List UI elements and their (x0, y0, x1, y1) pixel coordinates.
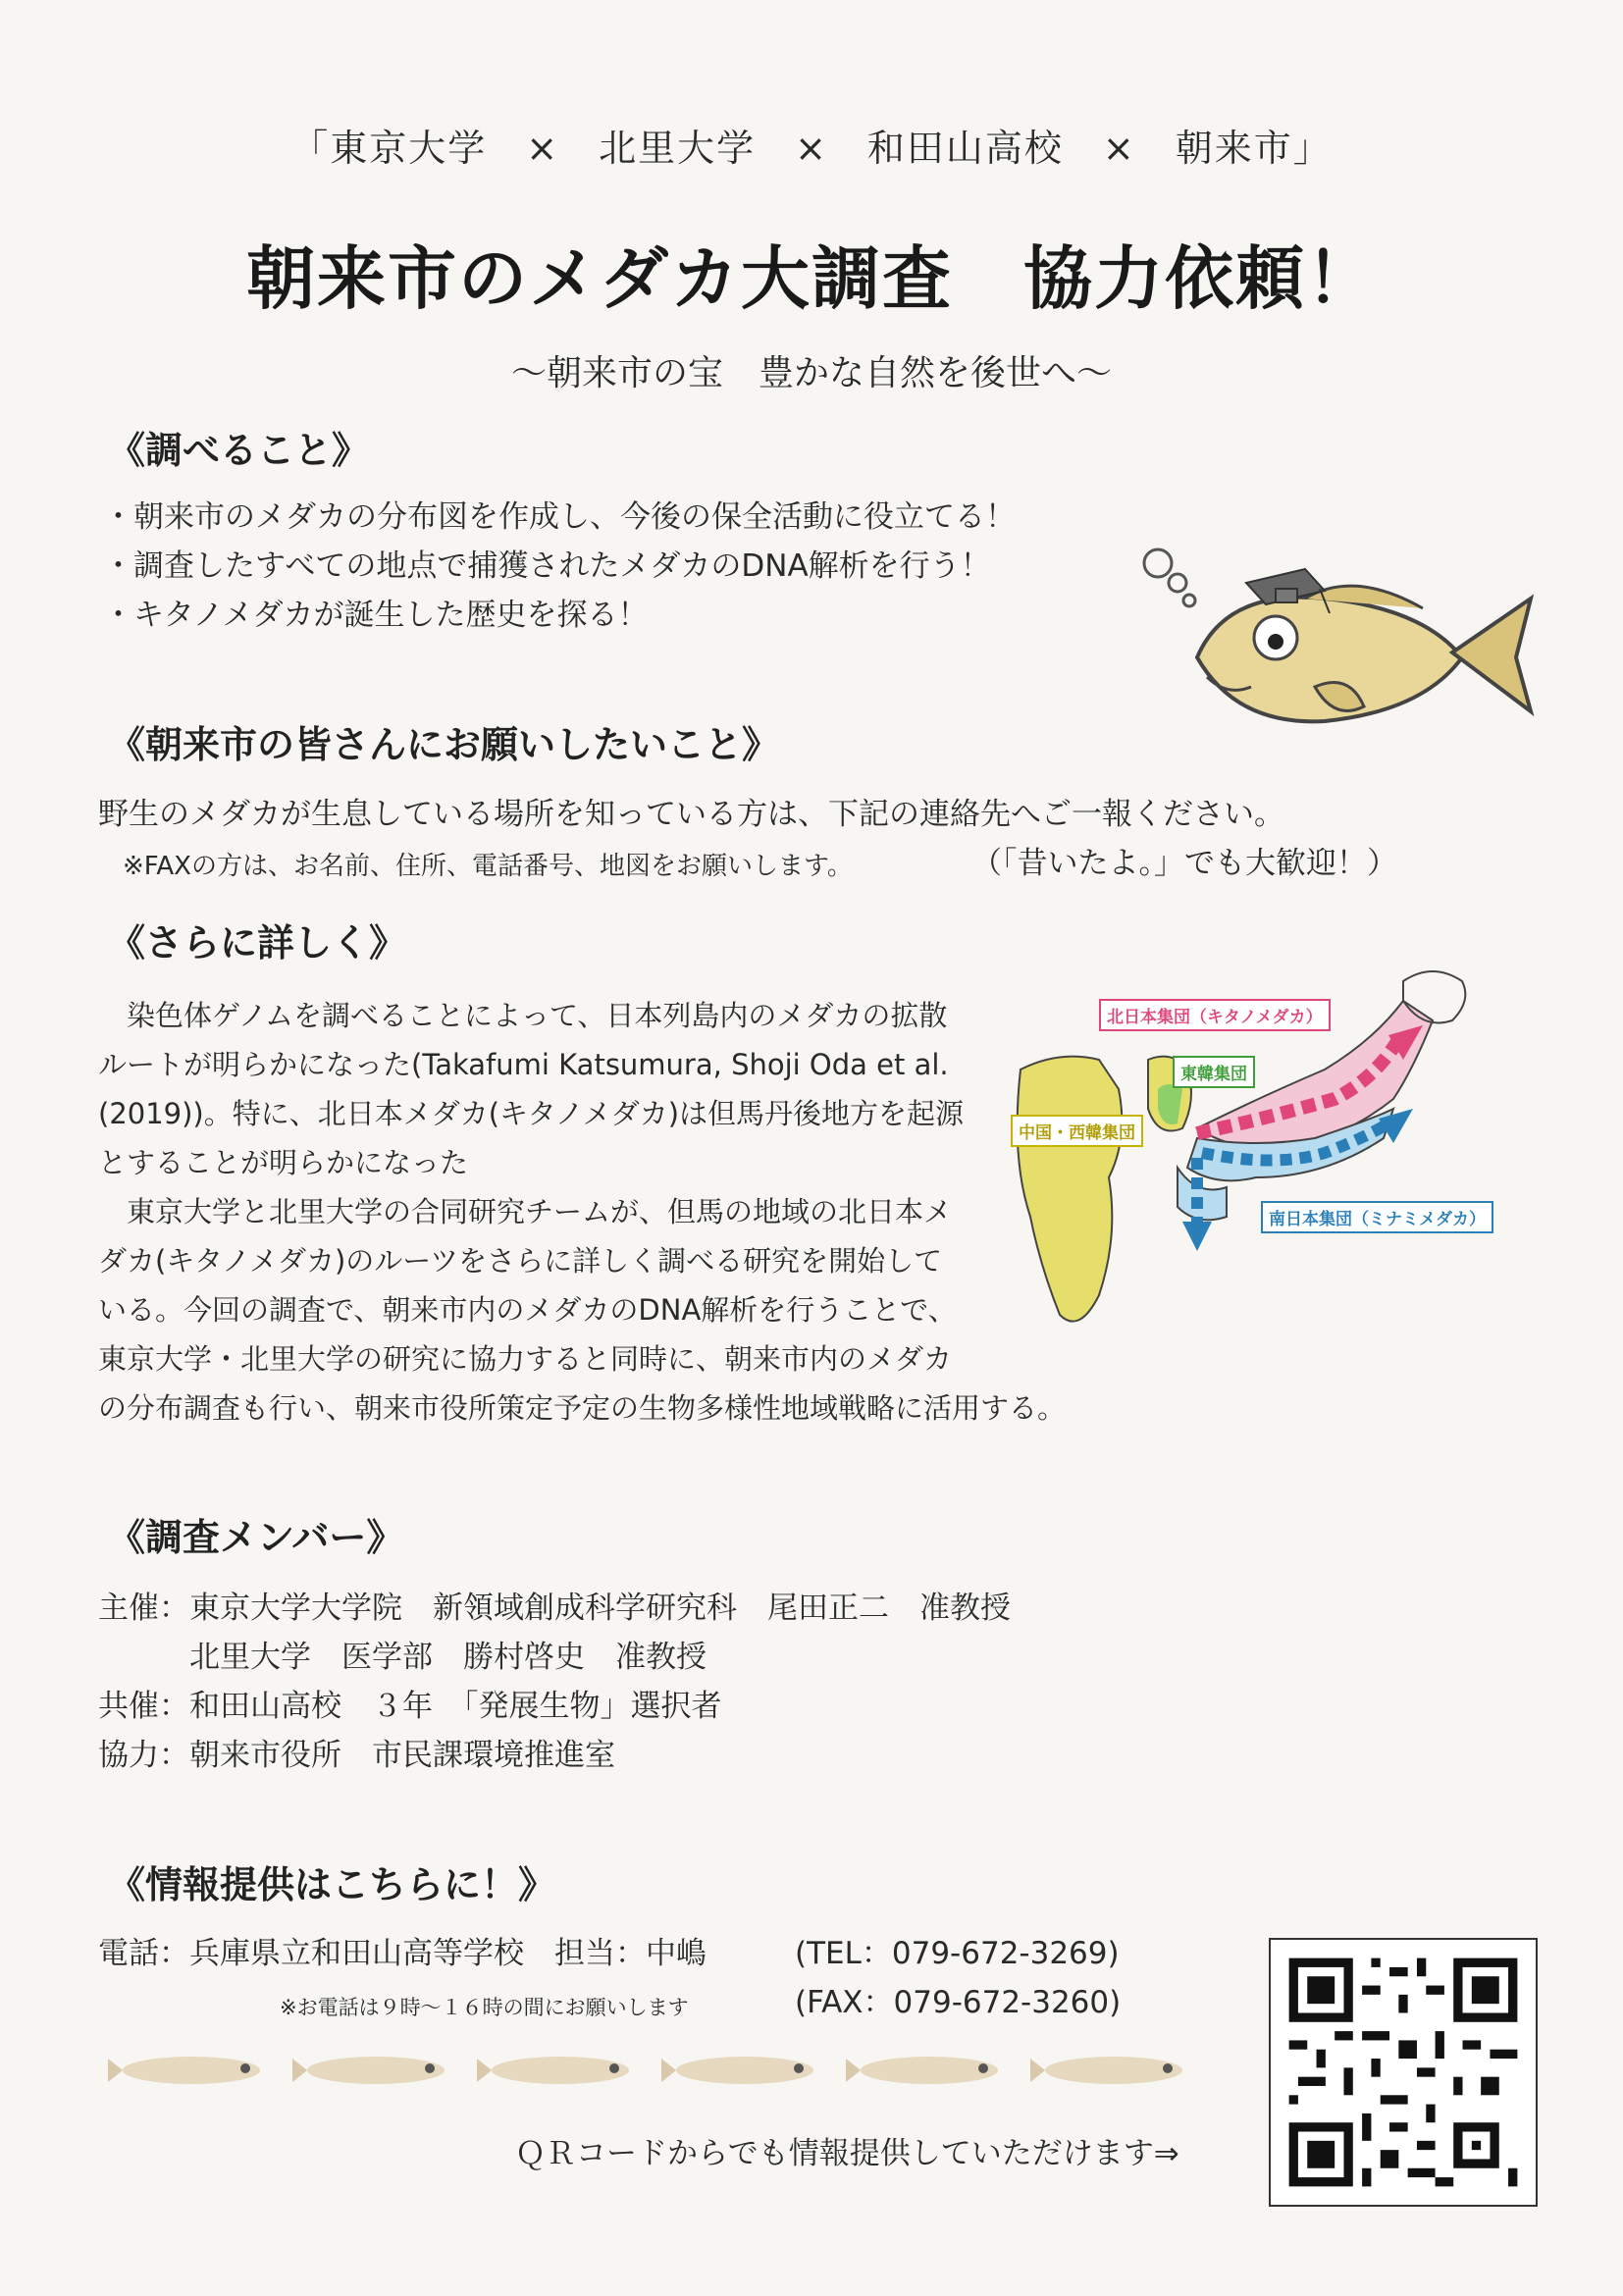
medaka-photo-icon (846, 2041, 1013, 2100)
partners-line: 「東京大学 × 北里大学 × 和田山高校 × 朝来市」 (290, 127, 1333, 170)
detail-line: 東京大学・北里大学の研究に協力すると同時に、朝来市内のメダカ (98, 1342, 953, 1376)
medaka-distribution-map (1001, 942, 1511, 1354)
members-line: 主催：東京大学大学院 新領域創成科学研究科 尾田正二 准教授 (98, 1591, 1011, 1626)
page-subtitle: 〜朝来市の宝 豊かな自然を後世へ〜 (510, 353, 1112, 393)
medaka-photo-icon (108, 2041, 275, 2100)
map-label-china-west-korea: 中国・西韓集団 (1011, 1115, 1143, 1147)
medaka-photo-icon (1030, 2041, 1197, 2100)
request-body: 野生のメダカが生息している場所を知っている方は、下記の連絡先へご一報ください。 (98, 797, 1284, 832)
medaka-photo-icon (661, 2041, 828, 2100)
contact-fax: (FAX：079-672-3260) (795, 1985, 1122, 2020)
detail-heading: 《さらに詳しく》 (108, 921, 407, 965)
request-fax-note: ※FAXの方は、お名前、住所、電話番号、地図をお願いします。 (123, 852, 853, 881)
contact-hours: ※お電話は９時〜１６時の間にお願いします (280, 1996, 689, 2019)
qr-code[interactable] (1269, 1938, 1538, 2207)
members-line: 共催：和田山高校 ３年 「発展生物」選択者 (98, 1689, 722, 1724)
members-line: 協力：朝来市役所 市民課環境推進室 (98, 1738, 615, 1773)
map-label-east-korea: 東韓集団 (1173, 1056, 1255, 1088)
survey-item: ・キタノメダカが誕生した歴史を探る！ (103, 598, 649, 633)
qr-instruction: ＱＲコードからでも情報提供していただけます⇒ (515, 2136, 1179, 2171)
members-heading: 《調査メンバー》 (108, 1516, 404, 1559)
survey-item: ・朝来市のメダカの分布図を作成し、今後の保全活動に役立てる！ (103, 499, 1016, 535)
detail-line: (2019))。特に、北日本メダカ(キタノメダカ)は但馬丹後地方を起源 (98, 1097, 965, 1130)
survey-heading: 《調べること》 (108, 429, 370, 472)
map-label-north: 北日本集団（キタノメダカ） (1099, 999, 1331, 1031)
detail-line: 東京大学と北里大学の合同研究チームが、但馬の地域の北日本メ (98, 1195, 953, 1228)
survey-item: ・調査したすべての地点で捕獲されたメダカのDNA解析を行う！ (103, 548, 991, 584)
request-aside: （「昔いたよ。」でも大歓迎！） (971, 846, 1397, 881)
request-heading: 《朝来市の皆さんにお願いしたいこと》 (108, 723, 780, 766)
map-label-south: 南日本集団（ミナミメダカ） (1261, 1201, 1493, 1233)
medaka-photo-icon (292, 2041, 459, 2100)
medaka-mascot-illustration (1128, 540, 1541, 765)
detail-line: とすることが明らかになった (98, 1146, 469, 1179)
page-title: 朝来市のメダカ大調査 協力依頼！ (246, 238, 1377, 319)
medaka-photo-icon (477, 2041, 644, 2100)
contact-heading: 《情報提供はこちらに！》 (108, 1863, 556, 1906)
detail-line: 染色体ゲノムを調べることによって、日本列島内のメダカの拡散 (98, 999, 948, 1032)
detail-line: ダカ(キタノメダカ)のルーツをさらに詳しく調べる研究を開始して (98, 1244, 943, 1278)
contact-tel: (TEL：079-672-3269) (795, 1936, 1120, 1971)
detail-line: いる。今回の調査で、朝来市内のメダカのDNA解析を行うことで、 (98, 1293, 957, 1327)
members-line: 北里大学 医学部 勝村啓史 准教授 (98, 1640, 707, 1675)
detail-line: の分布調査も行い、朝来市役所策定予定の生物多様性地域戦略に活用する。 (98, 1391, 1067, 1425)
contact-phone: 電話：兵庫県立和田山高等学校 担当：中嶋 (98, 1936, 707, 1971)
detail-line: ルートが明らかになった(Takafumi Katsumura, Shoji Oda et al. (98, 1048, 949, 1081)
